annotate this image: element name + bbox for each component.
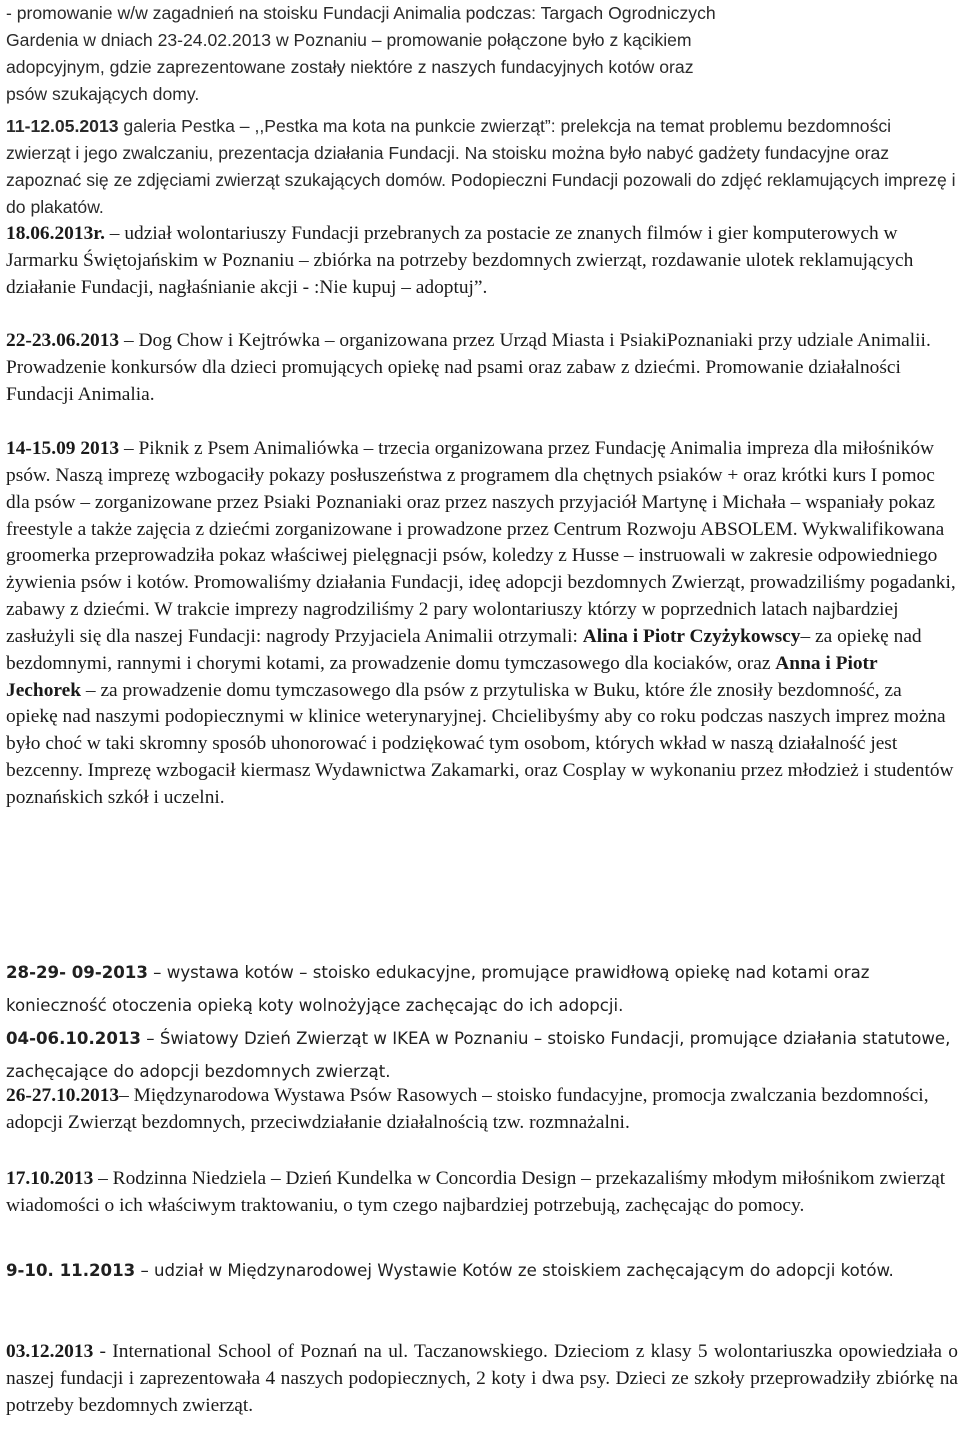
paragraph-text: – Piknik z Psem Animaliówka – trzecia organizowana przez Fundację Animalia impreza dla miłośników psów. Naszą imprezę wzbogaciły pokazy posłuszeństwa z programem dla chętnych psiaków + oraz krótki kurs I pomoc dla psów – zorganizowane przez Psiaki Poznaniaki oraz przez naszych przyjaciół Martynę i Michała – wspaniały pokaz freestyle a także zajęcia z dziećmi zorganizowane i prowadzone przez Centrum Rozwoju ABSOLEM. Wykwalifikowana groomerka przeprowadziła pokaz właściwej pielęgnacji psów, koledzy z Husse – instruowali w zakresie odpowiedniego żywienia psów i kotów. Promowaliśmy działania Fundacji, ideę adopcji bezdomnych Zwierząt, prowadziliśmy pogadanki, zabawy z dziećmi. W trakcie imprezy nagrodziliśmy 2 pary wolontariuszy którzy w poprzednich latach najbardziej zasłużyli się dla naszej Fundacji: nagrody Przyjaciela Animalii otrzymali: <box>6 438 956 647</box>
award-winners-1: Alina i Piotr Czyżykowscy <box>582 625 801 647</box>
paragraph-text: – za opiekę nad bezdomnymi, rannymi i chorymi kotami, za prowadzenie domu tymczasowego dla kociaków, oraz <box>6 625 922 674</box>
paragraph-text: – udział wolontariuszy Fundacji przebranych za postacie ze znanych filmów i gier komputerowych w Jarmarku Świętojańskim w Poznaniu – zbiórka na potrzeby bezdomnych zwierząt, rozdawanie ulotek reklamujących działanie Fundacji, nagłaśnianie akcji - :Nie kupuj – adoptuj”. <box>6 223 914 298</box>
paragraph-text: – wystawa kotów – stoisko edukacyjne, promujące prawidłową opiekę nad kotami oraz konieczność otoczenia opieką koty wolnożyjące zachęcając do ich adopcji. <box>6 963 870 1016</box>
paragraph-kundelek <box>6 1166 956 1220</box>
paragraph-text: – za prowadzenie domu tymczasowego dla psów z przytuliska w Buku, które źle znosiły bezdomność, za opiekę nad naszymi podopiecznymi w klinice weterynaryjnej. Chcielibyśmy aby co roku podczas naszych imprez można było choć w taki skromny sposób uhonorować i podziękować tym osobom, których wkład w naszą działalność jest bezcenny. Imprezę wzbogacił kiermasz Wydawnictwa Zakamarki, oraz Cosplay w wykonaniu przez młodzież i studentów poznańskich szkół i uczelni. <box>6 679 954 808</box>
event-date: 14-15.09 2013 <box>6 438 120 459</box>
paragraph-dogchow <box>6 328 956 409</box>
paragraph-jarmark <box>6 221 956 302</box>
event-date: 9-10. 11.2013 <box>6 1261 136 1280</box>
paragraph-text: – Dog Chow i Kejtrówka – organizowana przez Urząd Miasta i PsiakiPoznaniaki przy udziale Animalii. Prowadzenie konkursów dla dzieci promujących opiekę nad psami oraz zabaw z dziećmi. Promowanie działalności Fundacji Animalia. <box>6 330 931 405</box>
paragraph-ikea <box>6 1022 956 1089</box>
event-date: 17.10.2013 <box>6 1168 94 1189</box>
event-date: 18.06.2013r. <box>6 223 105 244</box>
paragraph-text: – Rodzinna Niedziela – Dzień Kundelka w Concordia Design – przekazaliśmy młodym miłośnikom zwierząt wiadomości o ich właściwym traktowaniu, o tym czego najbardziej potrzebują, zachęcając do pomocy. <box>6 1168 946 1216</box>
paragraph-pestka <box>6 113 956 221</box>
paragraph-text: – udział w Międzynarodowej Wystawie Kotów ze stoiskiem zachęcającym do adopcji kotów. <box>135 1261 894 1280</box>
paragraph-gardenia <box>6 0 726 108</box>
award-winners-2: Anna i Piotr Jechorek <box>6 652 878 701</box>
paragraph-wystawa-kotow-1113 <box>6 1254 958 1287</box>
paragraph-text: – Światowy Dzień Zwierząt w IKEA w Poznaniu – stoisko Fundacji, promujące działania statutowe, zachęcające do adopcji bezdomnych zwierząt. <box>6 1029 951 1082</box>
event-date: 28-29- 09-2013 <box>6 963 148 982</box>
event-date: 03.12.2013 <box>6 1341 94 1362</box>
event-date: 26-27.10.2013 <box>6 1085 120 1106</box>
paragraph-school <box>6 1339 958 1420</box>
paragraph-wystawa-kotow-0913 <box>6 956 956 1023</box>
event-date: 04-06.10.2013 <box>6 1029 141 1048</box>
paragraph-piknik <box>6 436 956 812</box>
paragraph-text: galeria Pestka – ,,Pestka ma kota na punkcie zwierząt”: prelekcja na temat problemu bezdomności zwierząt i jego zwalczaniu, prezentacja działania Fundacji. Na stoisku można było nabyć gadżety fundacyjne oraz zapoznać się ze zdjęciami zwierząt szukających domów. Podopieczni Fundacji pozowali do zdjęć reklamujących imprezę i do plakatów. <box>6 116 956 217</box>
event-date: 22-23.06.2013 <box>6 330 120 351</box>
event-date: 11-12.05.2013 <box>6 116 119 136</box>
paragraph-text: – Międzynarodowa Wystawa Psów Rasowych – stoisko fundacyjne, promocja zwalczania bezdomności, adopcji Zwierząt bezdomnych, przeciwdziałanie działalnością tzw. rozmnażalni. <box>6 1085 929 1133</box>
paragraph-text: - International School of Poznań na ul. Taczanowskiego. Dzieciom z klasy 5 wolontariuszka opowiedziała o naszej fundacji i zaprezentowała 4 naszych podopiecznych, 2 koty i dwa psy. Dzieci ze szkoły przeprowadziły zbiórkę na potrzeby bezdomnych zwierząt. <box>6 1341 958 1416</box>
paragraph-text: - promowanie w/w zagadnień na stoisku Fundacji Animalia podczas: Targach Ogrodniczych Gardenia w dniach 23-24.02.2013 w Poznaniu – promowanie połączone było z kącikiem adopcyjnym, gdzie zaprezentowane zostały niektóre z naszych fundacyjnych kotów oraz psów szukających domy. <box>6 3 716 104</box>
paragraph-wystawa-psow <box>6 1083 956 1137</box>
